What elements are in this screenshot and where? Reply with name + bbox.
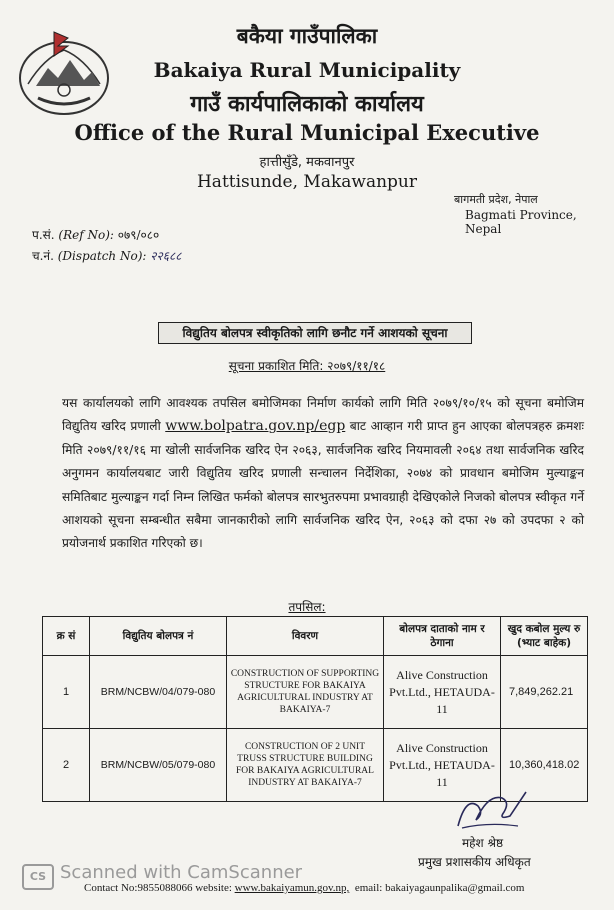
- contact-label: Contact No:: [84, 882, 138, 894]
- office-name-en: Office of the Rural Municipal Executive: [74, 120, 540, 145]
- cell-bidder: Alive Construction Pvt.Ltd., HETAUDA-11: [384, 656, 501, 729]
- province-en: Bagmati Province, Nepal: [465, 208, 577, 236]
- publish-date-text: सूचना प्रकाशित मिति: २०७९/११/१८: [228, 359, 386, 373]
- bid-table: [42, 616, 588, 802]
- schedule-label: तपसिल:: [288, 600, 326, 614]
- camscanner-icon: CS: [22, 864, 54, 890]
- address-en: Hattisunde, Makawanpur: [196, 172, 417, 192]
- municipality-name-en: Bakaiya Rural Municipality: [153, 58, 461, 82]
- signatory-title: प्रमुख प्रशासकीय अधिकृत: [418, 855, 531, 869]
- website-link[interactable]: www.bakaiyamun.gov.np,: [234, 882, 350, 894]
- col-header-bidder: बोलपत्र दाताको नाम र ठेगाना: [384, 617, 501, 656]
- egp-link[interactable]: www.bolpatra.gov.np/egp: [165, 418, 346, 435]
- notice-body-part2: बाट आव्हान गरी प्राप्त हुन आएका बोलपत्रहरु क्रमशः मिति २०७९/११/१६ मा खोली सार्वजनिक खरिद ऐन २०६३, सार्वजनिक खरिद नियमावली २०६४ तथा सार्वजनिक खरिद अनुगमन कार्यालयबाट जारी विद्युतिय खरिद प्रणाली सन्चालन निर्देशिका, २०७४ को प्रावधान बमोजिम मुल्याङ्कन समितिबाट मुल्याङ्कन गर्दा निम्न लिखित फर्मको बोलपत्र सारभुतरुपमा प्रभावग्राही देखिएकोले निजको बोलपत्र स्वीकृत गर्ने आशयको सूचना सम्बन्धीत सबैमा जानकारीको लागि सार्वजनिक खरिद ऐन, २०६३ को दफा २७ को उपदफा २ को प्रयोजनार्थ प्रकाशित गरिएको छ।: [62, 419, 584, 551]
- email-link[interactable]: bakaiyagaunpalika@gmail.com: [385, 882, 525, 894]
- ref-label: (Ref No):: [58, 228, 114, 242]
- signature-scribble: [418, 786, 538, 836]
- cell-amount: 10,360,418.02: [501, 729, 588, 802]
- province-np: बागमती प्रदेश, नेपाल: [454, 193, 538, 206]
- notice-body: [62, 392, 584, 556]
- ref-number: [32, 226, 159, 243]
- ref-prefix: प.सं.: [32, 228, 55, 242]
- signatory-name: महेश श्रेष्ठ: [462, 836, 504, 850]
- col-header-no: क्र सं: [43, 617, 90, 656]
- municipality-name-np: बकैया गाउँपालिका: [236, 24, 378, 48]
- cell-no: 1: [43, 656, 90, 729]
- address-np: हात्तीसुँडे, मकवानपुर: [259, 155, 355, 170]
- email-label: email:: [354, 882, 383, 894]
- office-name-np: गाउँ कार्यपालिकाको कार्यालय: [190, 92, 424, 117]
- col-header-description: विवरण: [227, 617, 384, 656]
- notice-title: विद्युतिय बोलपत्र स्वीकृतिको लागि छनौट गर्ने आशयको सूचना: [158, 322, 472, 344]
- dispatch-prefix: च.नं.: [32, 249, 54, 263]
- cell-description: CONSTRUCTION OF 2 UNIT TRUSS STRUCTURE BUILDING FOR BAKAIYA AGRICULTURAL INDUSTRY AT BAKAIYA-7: [227, 729, 384, 802]
- cell-bid-id: BRM/NCBW/04/079-080: [90, 656, 227, 729]
- cell-no: 2: [43, 729, 90, 802]
- table-header-row: [43, 617, 588, 656]
- col-header-bid-id: विद्युतिय बोलपत्र नं: [90, 617, 227, 656]
- website-label: website:: [195, 882, 232, 894]
- dispatch-number: [32, 247, 181, 264]
- footer-contact: [84, 882, 524, 894]
- dispatch-value: २२६८८: [150, 249, 182, 263]
- schedule-heading: [0, 598, 614, 615]
- cell-description: CONSTRUCTION OF SUPPORTING STRUCTURE FOR BAKAIYA AGRICULTURAL INDUSTRY AT BAKAIYA-7: [227, 656, 384, 729]
- table-row: [43, 656, 588, 729]
- camscanner-watermark: Scanned with CamScanner: [60, 862, 303, 883]
- cell-bidder: Alive Construction Pvt.Ltd., HETAUDA-11: [384, 729, 501, 802]
- dispatch-label: (Dispatch No):: [57, 249, 147, 263]
- notice-body-part1: यस कार्यालयको लागि आवश्यक तपसिल बमोजिमका निर्माण कार्यको लागि मिति २०७९/१०/१५ को सूचना बमोजिम विद्युतिय खरिद प्रणाली: [62, 396, 584, 434]
- cell-amount: 7,849,262.21: [501, 656, 588, 729]
- publish-date: [0, 357, 614, 374]
- col-header-amount: खुद कबोल मुल्य रु (भ्याट बाहेक): [501, 617, 588, 656]
- ref-value: ०७९/०८०: [117, 228, 160, 242]
- contact-number: 9855088066: [137, 882, 193, 894]
- cell-bid-id: BRM/NCBW/05/079-080: [90, 729, 227, 802]
